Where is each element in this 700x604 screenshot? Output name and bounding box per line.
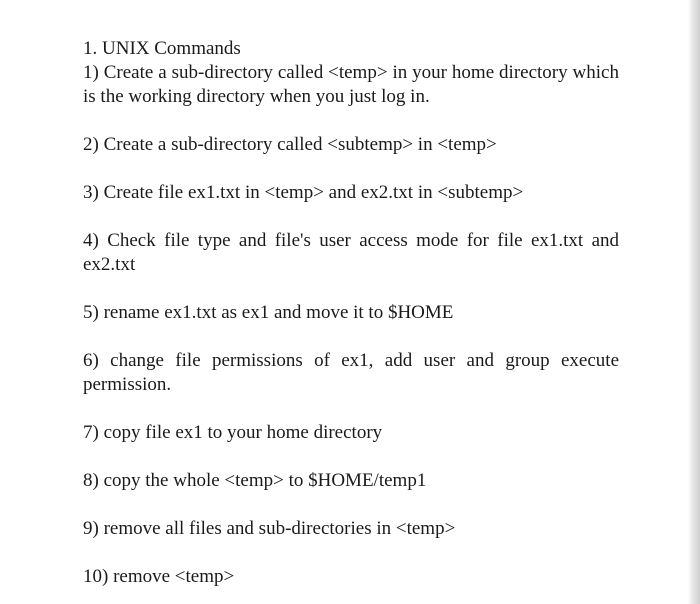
- instruction-item-4: 4) Check file type and file's user access mode for file ex1.txt and ex2.txt: [83, 230, 619, 275]
- instruction-item-5: 5) rename ex1.txt as ex1 and move it to $HOME: [83, 302, 454, 323]
- instruction-item-9: 9) remove all files and sub-directories in <temp>: [83, 518, 456, 539]
- document-page: [83, 37, 619, 589]
- instruction-item-8: 8) copy the whole <temp> to $HOME/temp1: [83, 470, 427, 491]
- instruction-item-10: 10) remove <temp>: [83, 566, 235, 587]
- instruction-item-3: 3) Create file ex1.txt in <temp> and ex2.txt in <subtemp>: [83, 182, 524, 203]
- instruction-item-2: 2) Create a sub-directory called <subtemp> in <temp>: [83, 134, 497, 155]
- instruction-item-6: 6) change file permissions of ex1, add user and group execute permission.: [83, 350, 619, 395]
- instruction-item-7: 7) copy file ex1 to your home directory: [83, 422, 383, 443]
- instruction-item-1: 1) Create a sub-directory called <temp> in your home directory which is the working directory when you just log in.: [83, 62, 619, 107]
- page-edge-shadow: [688, 0, 700, 604]
- document-heading: 1. UNIX Commands: [83, 38, 241, 59]
